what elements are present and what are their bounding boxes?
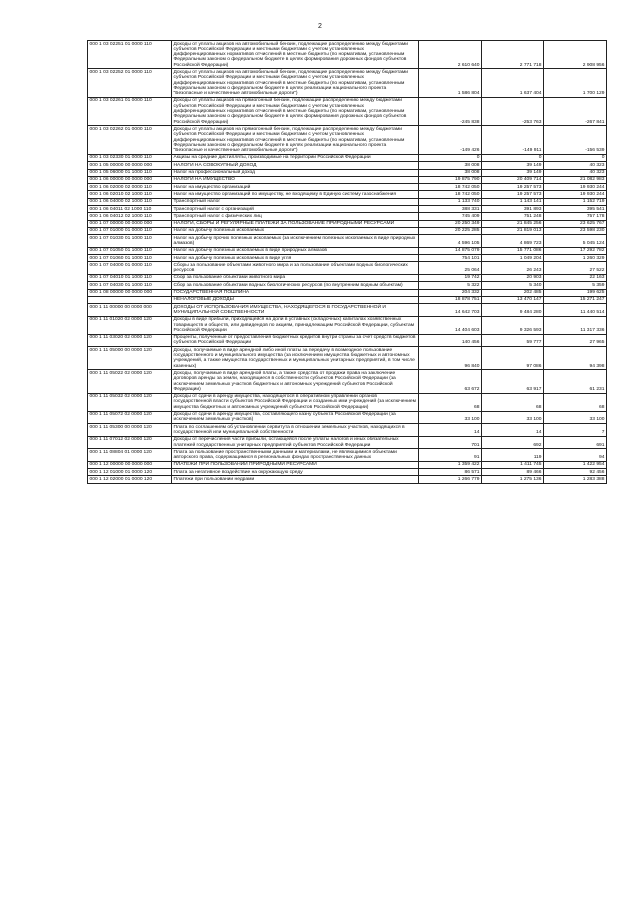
value-year3-cell: 1 152 719	[544, 198, 607, 205]
revenue-name-cell: Доходы от уплаты акцизов на прямогонный бензин, подлежащие распределению между бюджетами субъектов Российской Федерации и местными бюджетами с учетом установленных дифференцированных нормативов отчислений в местные бюджеты (по нормативам, установленным Федеральным законом о федеральном бюджете в целях формирования дорожных фондов субъектов Российской Федерации)	[172, 97, 419, 125]
budget-code-cell: 000 1 03 02252 01 0000 110	[88, 69, 172, 97]
budget-code-cell: 000 1 03 02251 01 0000 110	[88, 41, 172, 69]
value-year3-cell: 23 598 230	[544, 227, 607, 234]
value-year2-cell: 33 100	[482, 411, 544, 424]
revenue-name-cell: Налог на добычу прочих полезных ископаемых (за исключением полезных ископаемых в виде природных алмазов)	[172, 235, 419, 248]
table-row	[88, 476, 607, 483]
budget-code-cell: 000 1 11 00000 00 0000 000	[88, 304, 172, 317]
value-year2-cell: 39 149	[482, 162, 544, 169]
table-row	[88, 347, 607, 370]
value-year2-cell: 21 845 256	[482, 220, 544, 227]
value-year1-cell: 63 672	[419, 370, 482, 393]
value-year2-cell: 0	[482, 154, 544, 161]
table-row	[88, 97, 607, 125]
value-year1-cell: 140 456	[419, 334, 482, 347]
value-year3-cell: 1 422 954	[544, 461, 607, 468]
revenue-name-cell: Сбор за пользование объектами животного мира	[172, 274, 419, 281]
value-year1-cell: 33 100	[419, 411, 482, 424]
revenue-name-cell: Транспортный налог с физических лиц	[172, 213, 419, 220]
budget-code-cell: 000 1 11 05300 00 0000 120	[88, 424, 172, 437]
revenue-name-cell: Доходы от сдачи в аренду имущества, находящегося в оперативном управлении органов государственной власти субъектов Российской Федерации и созданных ими учреждений (за исключением имущества бюджетных и автономных учреждений субъектов Российской Федерации)	[172, 393, 419, 411]
table-row	[88, 154, 607, 161]
table-row	[88, 461, 607, 468]
value-year3-cell: 7	[544, 424, 607, 437]
value-year1-cell: 86 571	[419, 469, 482, 476]
budget-code-cell: 000 1 11 05000 00 0000 120	[88, 347, 172, 370]
table-row	[88, 282, 607, 289]
budget-code-cell: 000 1 05 06000 01 1000 110	[88, 169, 172, 176]
value-year1-cell: 14 875 079	[419, 247, 482, 254]
value-year1-cell: 0	[419, 154, 482, 161]
table-row	[88, 176, 607, 183]
table-row	[88, 198, 607, 205]
value-year1-cell: 4 596 105	[419, 235, 482, 248]
value-year3-cell: -156 539	[544, 126, 607, 154]
value-year1-cell: 96 840	[419, 347, 482, 370]
budget-code-cell: 000 1 12 00000 00 0000 000	[88, 461, 172, 468]
value-year2-cell: 19 257 573	[482, 191, 544, 198]
value-year3-cell: 40 323	[544, 162, 607, 169]
value-year2-cell: 1 143 141	[482, 198, 544, 205]
revenue-name-cell: ГОСУДАРСТВЕННАЯ ПОШЛИНА	[172, 289, 419, 296]
revenue-name-cell: ДОХОДЫ ОТ ИСПОЛЬЗОВАНИЯ ИМУЩЕСТВА, НАХОДЯЩЕГОСЯ В ГОСУДАРСТВЕННОЙ И МУНИЦИПАЛЬНОЙ СОБСТВЕННОСТИ	[172, 304, 419, 317]
value-year3-cell: 19 930 244	[544, 184, 607, 191]
value-year1-cell: 701	[419, 436, 482, 449]
budget-code-cell: 000 1 06 04011 02 1000 110	[88, 206, 172, 213]
value-year1-cell: 745 409	[419, 213, 482, 220]
budget-code-cell: 000 1 12 01000 01 0000 120	[88, 469, 172, 476]
value-year3-cell: 395 541	[544, 206, 607, 213]
value-year1-cell: 19 742	[419, 274, 482, 281]
value-year2-cell: 391 893	[482, 206, 544, 213]
value-year3-cell: 5 045 124	[544, 235, 607, 248]
value-year3-cell: 1 700 129	[544, 69, 607, 97]
value-year2-cell: 9 326 593	[482, 316, 544, 334]
value-year3-cell: 691	[544, 436, 607, 449]
budget-code-cell: 000 1 11 01020 02 0000 120	[88, 316, 172, 334]
value-year3-cell: 21 082 983	[544, 176, 607, 183]
value-year1-cell: 1 133 740	[419, 198, 482, 205]
value-year1-cell: 20 225 285	[419, 227, 482, 234]
table-row	[88, 213, 607, 220]
value-year3-cell: 27 965	[544, 334, 607, 347]
table-row	[88, 126, 607, 154]
value-year2-cell: 13 470 147	[482, 296, 544, 303]
table-row	[88, 69, 607, 97]
value-year3-cell: 27 522	[544, 262, 607, 275]
table-row	[88, 424, 607, 437]
value-year1-cell: 1 266 779	[419, 476, 482, 483]
table-row	[88, 316, 607, 334]
budget-code-cell: 000 1 07 01000 01 0000 110	[88, 227, 172, 234]
value-year3-cell: 94	[544, 449, 607, 462]
value-year3-cell: 19 930 244	[544, 191, 607, 198]
budget-code-cell: 000 1 03 02262 01 0000 110	[88, 126, 172, 154]
value-year3-cell: 40 323	[544, 169, 607, 176]
value-year1-cell: -245 838	[419, 97, 482, 125]
table-row	[88, 274, 607, 281]
table-row	[88, 41, 607, 69]
value-year1-cell: 204 332	[419, 289, 482, 296]
table-row	[88, 296, 607, 303]
value-year1-cell: 38 008	[419, 162, 482, 169]
budget-code-cell: 000 1 07 01060 01 1000 110	[88, 255, 172, 262]
value-year1-cell: 14 642 703	[419, 304, 482, 317]
value-year2-cell: 19 257 573	[482, 184, 544, 191]
table-row	[88, 162, 607, 169]
revenue-name-cell: Проценты, полученные от предоставления бюджетных кредитов внутри страны за счет средств бюджетов субъектов Российской Федерации	[172, 334, 419, 347]
value-year2-cell: 39 149	[482, 169, 544, 176]
value-year1-cell: 5 322	[419, 282, 482, 289]
budget-code-cell: 000 1 11 05032 02 0000 120	[88, 393, 172, 411]
table-row	[88, 469, 607, 476]
value-year2-cell: -253 763	[482, 97, 544, 125]
budget-code-cell: 000 1 06 04000 02 1000 110	[88, 198, 172, 205]
value-year1-cell: 1 359 422	[419, 461, 482, 468]
revenue-table	[87, 40, 607, 484]
value-year2-cell: 14	[482, 424, 544, 437]
budget-code-cell: 000 1 12 02000 01 0000 120	[88, 476, 172, 483]
value-year2-cell: 89 466	[482, 469, 544, 476]
revenue-name-cell: Доходы от уплаты акцизов на автомобильный бензин, подлежащие распределению между бюджетами субъектов Российской Федерации и местными бюджетами с учетом установленных дифференцированных нормативов отчислений в местные бюджеты (по нормативам, установленным Федеральным законом о федеральном бюджете в целях реализации национального проекта "Безопасные и качественные автомобильные дороги")	[172, 69, 419, 97]
value-year2-cell: 21 819 013	[482, 227, 544, 234]
table-row	[88, 334, 607, 347]
value-year1-cell: 18 742 050	[419, 184, 482, 191]
value-year1-cell: 91	[419, 449, 482, 462]
budget-code-cell: 000 1 06 00000 00 0000 000	[88, 176, 172, 183]
table-row	[88, 255, 607, 262]
budget-code-cell: 000 1 03 02330 01 0000 110	[88, 154, 172, 161]
table-row	[88, 436, 607, 449]
value-year3-cell: 11 317 336	[544, 316, 607, 334]
value-year3-cell: 1 283 388	[544, 476, 607, 483]
table-row	[88, 370, 607, 393]
value-year3-cell: 2 908 956	[544, 41, 607, 69]
budget-code-cell: 000 1 08 00000 00 0000 000	[88, 289, 172, 296]
table-row	[88, 191, 607, 198]
value-year3-cell: 17 292 782	[544, 247, 607, 254]
value-year1-cell: 19 875 790	[419, 176, 482, 183]
budget-code-cell: 000 1 07 04010 01 1000 110	[88, 274, 172, 281]
value-year3-cell: 0	[544, 154, 607, 161]
table-row	[88, 449, 607, 462]
budget-code-cell: 000 1 07 01050 01 1000 110	[88, 247, 172, 254]
value-year2-cell: -149 911	[482, 126, 544, 154]
value-year2-cell: 119	[482, 449, 544, 462]
table-row	[88, 247, 607, 254]
value-year1-cell: 38 008	[419, 169, 482, 176]
value-year2-cell: 202 485	[482, 289, 544, 296]
value-year2-cell: 63 917	[482, 370, 544, 393]
value-year2-cell: 26 243	[482, 262, 544, 275]
table-row	[88, 184, 607, 191]
table-row	[88, 206, 607, 213]
value-year2-cell: 59 777	[482, 334, 544, 347]
revenue-name-cell: Налог на добычу полезных ископаемых	[172, 227, 419, 234]
value-year3-cell: -267 841	[544, 97, 607, 125]
revenue-name-cell: Налог на добычу полезных ископаемых в виде природных алмазов	[172, 247, 419, 254]
budget-code-cell: 000 1 11 05072 02 0000 120	[88, 411, 172, 424]
value-year3-cell: 68	[544, 393, 607, 411]
table-row	[88, 169, 607, 176]
table-row	[88, 227, 607, 234]
revenue-name-cell: Доходы от перечисления части прибыли, остающейся после уплаты налогов и иных обязательных платежей государственных унитарных предприятий субъектов Российской Федерации	[172, 436, 419, 449]
revenue-name-cell: Доходы от уплаты акцизов на автомобильный бензин, подлежащие распределению между бюджетами субъектов Российской Федерации и местными бюджетами с учетом установленных дифференцированных нормативов отчислений в местные бюджеты (по нормативам, установленным Федеральным законом о федеральном бюджете в целях формирования дорожных фондов субъектов Российской Федерации)	[172, 41, 419, 69]
budget-code-cell: 000 1 11 08804 01 0000 120	[88, 449, 172, 462]
value-year2-cell: 20 409 714	[482, 176, 544, 183]
revenue-name-cell: Доходы, получаемые в виде арендной либо иной платы за передачу в возмездное пользование государственного и муниципального имущества (за исключением имущества бюджетных и автономных учреждений, а также имущества государственных и муниципальных унитарных предприятий, в том числе казенных)	[172, 347, 419, 370]
budget-code-cell: 000 1 11 05022 02 0000 120	[88, 370, 172, 393]
page-number: 2	[318, 23, 322, 30]
revenue-name-cell: Налог на имущество организаций по имуществу, не входящему в Единую систему газоснабжения	[172, 191, 419, 198]
value-year2-cell: 1 049 204	[482, 255, 544, 262]
revenue-name-cell: Налог на добычу полезных ископаемых в виде угля	[172, 255, 419, 262]
value-year3-cell: 1 260 329	[544, 255, 607, 262]
value-year1-cell: 388 331	[419, 206, 482, 213]
budget-code-cell: 000 1 11 07012 02 0000 120	[88, 436, 172, 449]
value-year3-cell: 23 625 767	[544, 220, 607, 227]
revenue-name-cell: Доходы от сдачи в аренду имущества, составляющего казну субъекта Российской Федерации (за исключением земельных участков)	[172, 411, 419, 424]
budget-code-cell: 000 1 05 00000 00 0000 000	[88, 162, 172, 169]
value-year1-cell: -149 426	[419, 126, 482, 154]
value-year3-cell: 11 440 514	[544, 304, 607, 317]
value-year2-cell: 751 248	[482, 213, 544, 220]
revenue-name-cell: Налог на профессиональный доход	[172, 169, 419, 176]
budget-code-cell: 000 1 03 02261 01 0000 110	[88, 97, 172, 125]
budget-code-cell: 000 1 06 02010 02 1000 110	[88, 191, 172, 198]
revenue-name-cell: Сборы за пользование объектами животного мира и за пользование объектами водных биологических ресурсов	[172, 262, 419, 275]
value-year2-cell: 1 411 745	[482, 461, 544, 468]
budget-code-cell: 000 1 07 04000 01 0000 110	[88, 262, 172, 275]
table-row	[88, 262, 607, 275]
budget-code-cell: 000 1 07 00000 00 0000 000	[88, 220, 172, 227]
value-year3-cell: 757 178	[544, 213, 607, 220]
revenue-name-cell: Сбор за пользование объектами водных биологических ресурсов (по внутренним водным объектам)	[172, 282, 419, 289]
revenue-name-cell: Налог на имущество организаций	[172, 184, 419, 191]
revenue-name-cell: НАЛОГИ НА СОВОКУПНЫЙ ДОХОД	[172, 162, 419, 169]
revenue-name-cell: Плата за пользование пространственными данными и материалами, не являющимися объектами авторского права, содержащимися в региональных фондах пространственных данных	[172, 449, 419, 462]
value-year2-cell: 692	[482, 436, 544, 449]
value-year1-cell: 14	[419, 424, 482, 437]
value-year2-cell: 1 275 136	[482, 476, 544, 483]
table-row	[88, 304, 607, 317]
revenue-name-cell: Транспортный налог с организаций	[172, 206, 419, 213]
value-year3-cell: 199 625	[544, 289, 607, 296]
revenue-name-cell: Плата за негативное воздействие на окружающую среду	[172, 469, 419, 476]
revenue-name-cell: Транспортный налог	[172, 198, 419, 205]
value-year3-cell: 15 271 247	[544, 296, 607, 303]
table-row	[88, 411, 607, 424]
table-row	[88, 235, 607, 248]
value-year1-cell: 14 404 603	[419, 316, 482, 334]
budget-code-cell: 000 1 07 04030 01 1000 110	[88, 282, 172, 289]
value-year3-cell: 61 231	[544, 370, 607, 393]
value-year3-cell: 22 163	[544, 274, 607, 281]
value-year3-cell: 94 398	[544, 347, 607, 370]
value-year1-cell: 20 250 349	[419, 220, 482, 227]
value-year1-cell: 68	[419, 393, 482, 411]
value-year1-cell: 754 101	[419, 255, 482, 262]
table-row	[88, 289, 607, 296]
revenue-name-cell: Платежи при пользовании недрами	[172, 476, 419, 483]
table-row	[88, 393, 607, 411]
value-year2-cell: 9 484 280	[482, 304, 544, 317]
value-year1-cell: 2 610 640	[419, 41, 482, 69]
value-year3-cell: 33 100	[544, 411, 607, 424]
revenue-name-cell: НАЛОГИ, СБОРЫ И РЕГУЛЯРНЫЕ ПЛАТЕЖИ ЗА ПОЛЬЗОВАНИЕ ПРИРОДНЫМИ РЕСУРСАМИ	[172, 220, 419, 227]
budget-code-cell: 000 1 06 02000 02 0000 110	[88, 184, 172, 191]
table-row	[88, 220, 607, 227]
revenue-name-cell: НАЛОГИ НА ИМУЩЕСТВО	[172, 176, 419, 183]
revenue-name-cell: Доходы, получаемые в виде арендной платы, а также средства от продажи права на заключение договоров аренды за земли, находящиеся в собственности субъектов Российской Федерации (за исключением земельных участков бюджетных и автономных учреждений субъектов Российской Федерации)	[172, 370, 419, 393]
revenue-name-cell: Плата по соглашениям об установлении сервитута в отношении земельных участков, находящихся в государственной или муниципальной собственности	[172, 424, 419, 437]
value-year2-cell: 15 771 086	[482, 247, 544, 254]
budget-code-cell: 000 1 11 03020 02 0000 120	[88, 334, 172, 347]
budget-code-cell: 000 1 07 01030 01 1000 110	[88, 235, 172, 248]
value-year2-cell: 5 340	[482, 282, 544, 289]
value-year2-cell: 2 771 718	[482, 41, 544, 69]
value-year2-cell: 97 086	[482, 347, 544, 370]
value-year2-cell: 1 637 404	[482, 69, 544, 97]
value-year3-cell: 5 359	[544, 282, 607, 289]
revenue-name-cell: Доходы от уплаты акцизов на прямогонный бензин, подлежащие распределению между бюджетами субъектов Российской Федерации и местными бюджетами с учетом установленных дифференцированных нормативов отчислений в местные бюджеты (по нормативам, установленным Федеральным законом о федеральном бюджете в целях реализации национального проекта "Безопасные и качественные автомобильные дороги")	[172, 126, 419, 154]
value-year2-cell: 68	[482, 393, 544, 411]
revenue-name-cell: Доходы в виде прибыли, приходящейся на доли в уставных (складочных) капиталах хозяйственных товариществ и обществ, или дивидендов по акциям, принадлежащим Российской Федерации, субъектам Российской Федерации	[172, 316, 419, 334]
revenue-table-body	[88, 41, 607, 484]
value-year1-cell: 1 586 804	[419, 69, 482, 97]
budget-code-cell	[88, 296, 172, 303]
value-year1-cell: 18 878 751	[419, 296, 482, 303]
value-year2-cell: 4 869 723	[482, 235, 544, 248]
value-year2-cell: 20 903	[482, 274, 544, 281]
value-year1-cell: 18 742 050	[419, 191, 482, 198]
budget-code-cell: 000 1 06 04012 02 1000 110	[88, 213, 172, 220]
revenue-name-cell: ПЛАТЕЖИ ПРИ ПОЛЬЗОВАНИИ ПРИРОДНЫМИ РЕСУРСАМИ	[172, 461, 419, 468]
revenue-name-cell: НЕНАЛОГОВЫЕ ДОХОДЫ	[172, 296, 419, 303]
value-year1-cell: 25 064	[419, 262, 482, 275]
value-year3-cell: 92 456	[544, 469, 607, 476]
revenue-name-cell: Акцизы на средние дистилляты, производимые на территории Российской Федерации	[172, 154, 419, 161]
